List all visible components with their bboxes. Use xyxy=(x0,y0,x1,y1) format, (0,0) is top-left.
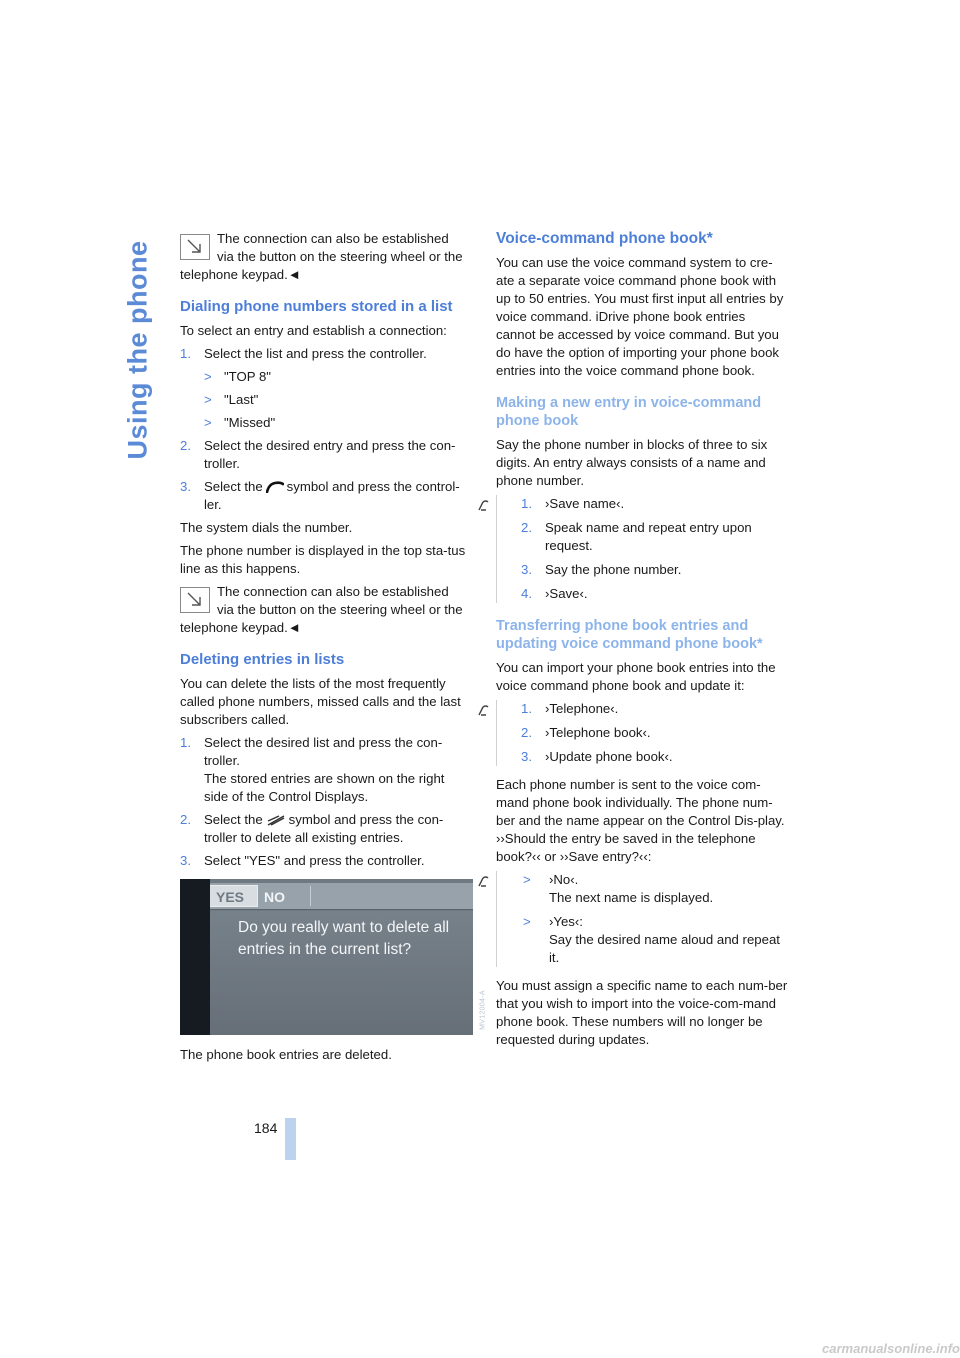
note-cont-text: telephone keypad. xyxy=(180,267,288,282)
bullet-text: "Missed" xyxy=(224,415,276,430)
step-number: 4. xyxy=(521,586,532,601)
list-item xyxy=(180,437,472,473)
list-item xyxy=(521,519,788,555)
step-number: 1. xyxy=(521,701,532,716)
voice-command-box xyxy=(496,495,788,603)
paragraph: You can delete the lists of the most frequently called phone numbers, missed calls and the last subscribers called. xyxy=(180,676,461,727)
step-text: symbol and press the con-troller to delete all existing entries. xyxy=(204,812,444,845)
bullet-text: "TOP 8" xyxy=(224,369,271,384)
delete-list-icon xyxy=(266,815,286,826)
step-number: 3. xyxy=(180,853,191,868)
note-cont xyxy=(180,266,472,284)
phone-handset-icon xyxy=(266,481,284,493)
note-block xyxy=(180,230,472,284)
tab-divider xyxy=(310,886,315,906)
step-text: Select "YES" and press the controller. xyxy=(204,853,425,868)
note-line: The connection can also be established xyxy=(217,231,449,246)
control-display-screenshot xyxy=(180,879,473,1035)
no-button[interactable]: NO xyxy=(264,889,285,905)
list-item xyxy=(521,561,788,579)
note-line: via the button on the steering wheel or the xyxy=(217,602,463,617)
step-number: 1. xyxy=(180,735,191,750)
step-number: 1. xyxy=(521,496,532,511)
step-text: symbol and press the control-ler. xyxy=(204,479,460,512)
step-number: 2. xyxy=(521,520,532,535)
list-item xyxy=(521,585,788,603)
end-mark: ◄ xyxy=(287,267,301,282)
list-item xyxy=(180,391,472,409)
voice-command-icon xyxy=(477,703,491,717)
chapter-title-text: Using the phone xyxy=(122,240,153,460)
step-text: Say the phone number. xyxy=(545,562,682,577)
heading-voice-phonebook: Voice-command phone book* xyxy=(496,230,713,247)
paragraph: To select an entry and establish a connection: xyxy=(180,323,447,338)
step-text: ›Save name‹. xyxy=(545,496,625,511)
heading-new-entry: Making a new entry in voice-command phone book xyxy=(496,395,762,429)
step-text: Select the xyxy=(204,479,263,494)
left-column xyxy=(180,230,472,875)
paragraph: The phone book entries are deleted. xyxy=(180,1047,392,1062)
answer-detail: The next name is displayed. xyxy=(549,890,714,905)
screen-message: Do you really want to delete all entries in the current list? xyxy=(238,919,450,958)
yes-label: YES xyxy=(215,889,244,905)
step-number: 2. xyxy=(180,812,191,827)
step-text: Speak name and repeat entry upon request. xyxy=(545,520,752,553)
step-number: 3. xyxy=(521,562,532,577)
note-line: via the button on the steering wheel or the xyxy=(217,249,463,264)
heading-transfer: Transferring phone book entries and updating voice command phone book* xyxy=(496,618,763,652)
list-item xyxy=(180,811,472,847)
voice-command-icon xyxy=(477,874,491,888)
list-item xyxy=(521,700,788,718)
voice-command-box xyxy=(496,871,788,967)
screen-bezel xyxy=(180,879,210,1035)
page-marker-bar xyxy=(285,1118,296,1160)
voice-command-icon xyxy=(477,498,491,512)
step-number: 3. xyxy=(521,749,532,764)
paragraph: The phone number is displayed in the top sta-tus line as this happens. xyxy=(180,543,466,576)
list-item xyxy=(180,852,472,870)
step-text: Select the desired list and press the con-troller. xyxy=(204,735,443,768)
list-item xyxy=(180,734,472,806)
image-code xyxy=(476,985,490,1035)
bullet-icon: > xyxy=(204,369,212,384)
paragraph: You must assign a specific name to each num-ber that you wish to import into the voice-com-mand phone book. These numbers will no longer be requested during updates. xyxy=(496,978,788,1047)
step-text: ›Telephone‹. xyxy=(545,701,619,716)
step-number: 2. xyxy=(521,725,532,740)
bullet-icon: > xyxy=(523,914,531,929)
yes-button[interactable] xyxy=(202,885,258,907)
bullet-icon: > xyxy=(523,872,531,887)
list-item xyxy=(521,748,788,766)
heading-dialing: Dialing phone numbers stored in a list xyxy=(180,298,453,315)
answer-label: ›Yes‹: xyxy=(549,914,583,929)
step-number: 3. xyxy=(180,479,191,494)
bullet-text: "Last" xyxy=(224,392,259,407)
list-item xyxy=(180,414,472,432)
step-text: ›Telephone book‹. xyxy=(545,725,651,740)
step-number: 2. xyxy=(180,438,191,453)
paragraph: Each phone number is sent to the voice com-mand phone book individually. The phone num-ber and the name appear on the Control Dis-play. ››Should the entry be saved in the telephone book?‹‹ or ››Save entry?‹‹: xyxy=(496,777,785,864)
image-code-text: MV12004-A xyxy=(479,990,487,1030)
paragraph: Say the phone number in blocks of three to six digits. An entry always consists of a name and phone number. xyxy=(496,437,768,488)
step-text: Select the xyxy=(204,812,263,827)
bullet-icon: > xyxy=(204,392,212,407)
screen-tab-bar xyxy=(202,883,473,910)
end-mark: ◄ xyxy=(287,620,301,635)
note-arrow-icon xyxy=(180,587,210,613)
step-number: 1. xyxy=(180,346,191,361)
list-item xyxy=(521,913,788,967)
right-column xyxy=(496,230,788,1054)
step-text: Select the list and press the controller. xyxy=(204,346,427,361)
note-block xyxy=(180,583,472,637)
list-item xyxy=(180,368,472,386)
footer-watermark: carmanualsonline.info xyxy=(822,1341,960,1356)
step-text: The stored entries are shown on the right side of the Control Displays. xyxy=(204,771,445,804)
list-item xyxy=(180,478,472,514)
step-text: Select the desired entry and press the con-troller. xyxy=(204,438,456,471)
answer-detail: Say the desired name aloud and repeat it. xyxy=(549,932,780,965)
list-item xyxy=(521,724,788,742)
note-cont-text: telephone keypad. xyxy=(180,620,288,635)
chapter-title xyxy=(118,230,158,470)
note-arrow-icon xyxy=(180,234,210,260)
voice-command-box xyxy=(496,700,788,766)
step-text: ›Update phone book‹. xyxy=(545,749,673,764)
list-item xyxy=(180,345,472,363)
bullet-icon: > xyxy=(204,415,212,430)
paragraph: The system dials the number. xyxy=(180,520,353,535)
note-cont xyxy=(180,619,472,637)
paragraph: You can import your phone book entries into the voice command phone book and update it: xyxy=(496,660,776,693)
list-item xyxy=(521,871,788,907)
heading-deleting: Deleting entries in lists xyxy=(180,651,345,668)
answer-label: ›No‹. xyxy=(549,872,579,887)
page-number: 184 xyxy=(254,1120,278,1136)
list-item xyxy=(521,495,788,513)
step-text: ›Save‹. xyxy=(545,586,588,601)
paragraph: You can use the voice command system to cre-ate a separate voice command phone book with up to 50 entries. You must first input all entries by voice command. iDrive phone book entries cannot be accessed by voice command. But you do have the option of importing your phone book entries into the voice command phone book. xyxy=(496,255,784,378)
note-line: The connection can also be established xyxy=(217,584,449,599)
